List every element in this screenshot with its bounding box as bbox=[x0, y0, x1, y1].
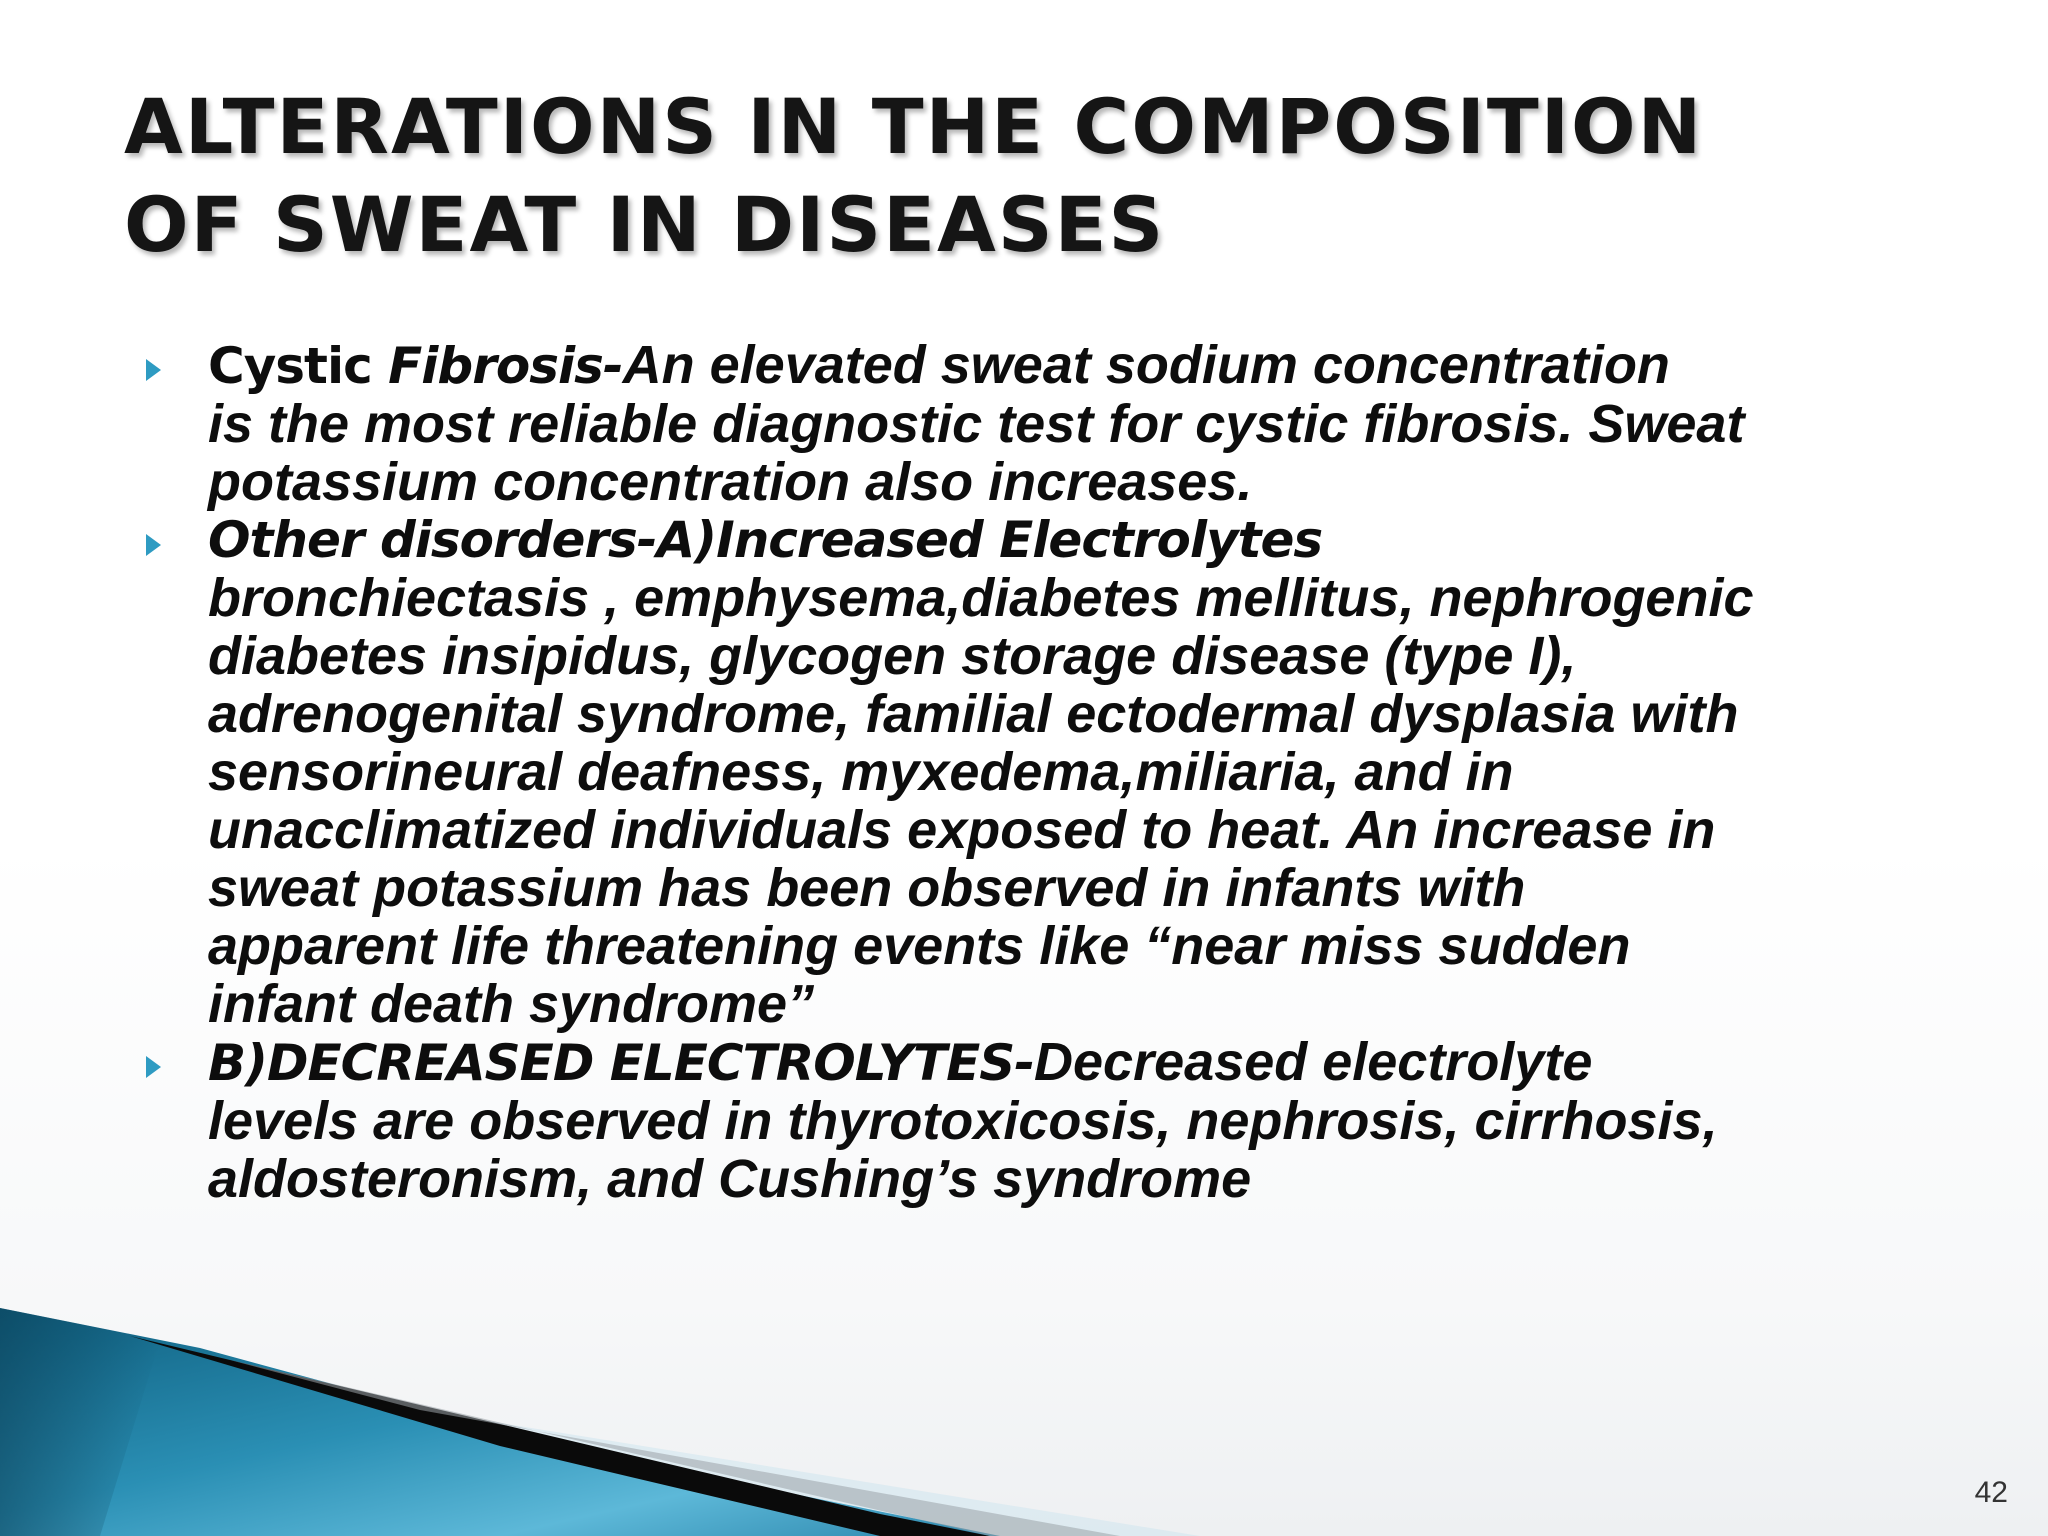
bullet-line: is the most reliable diagnostic test for cystic fibrosis. Sweat bbox=[208, 394, 1745, 454]
bullet-lead: Other disorders-A)Increased Electrolytes bbox=[208, 511, 1323, 569]
bullet-line: levels are observed in thyrotoxicosis, nephrosis, cirrhosis, bbox=[208, 1091, 1718, 1151]
bullet-lead: Cystic bbox=[208, 337, 389, 395]
slide-title bbox=[124, 78, 1944, 274]
bullet-other-disorders bbox=[142, 511, 1942, 1033]
bullet-list bbox=[142, 336, 1942, 1208]
bullet-line: aldosteronism, and Cushing’s syndrome bbox=[208, 1149, 1252, 1209]
bullet-line bbox=[208, 336, 1942, 395]
bullet-line: adrenogenital syndrome, familial ectodermal dysplasia with bbox=[208, 684, 1739, 744]
bullet-line: sweat potassium has been observed in infants with bbox=[208, 858, 1526, 918]
bullet-text bbox=[208, 336, 1942, 511]
bullet-line: unacclimatized individuals exposed to heat. An increase in bbox=[208, 800, 1716, 860]
title-line-2: OF SWEAT IN DISEASES bbox=[124, 180, 1166, 269]
bullet-line: diabetes insipidus, glycogen storage disease (type I), bbox=[208, 626, 1577, 686]
bullet-lead-italic: Fibrosis- bbox=[388, 337, 623, 395]
bullet-line-text: Decreased electrolyte bbox=[1034, 1032, 1593, 1092]
bullet-line: infant death syndrome” bbox=[208, 974, 815, 1034]
bullet-line bbox=[208, 1033, 1942, 1092]
decorative-wave bbox=[0, 1270, 2048, 1536]
bullet-line: apparent life threatening events like “near miss sudden bbox=[208, 916, 1631, 976]
triangle-bullet-icon bbox=[146, 534, 161, 556]
triangle-bullet-icon bbox=[146, 359, 161, 381]
bullet-line: bronchiectasis , emphysema,diabetes mellitus, nephrogenic bbox=[208, 568, 1754, 628]
bullet-cystic-fibrosis bbox=[142, 336, 1942, 511]
bullet-decreased-electrolytes bbox=[142, 1033, 1942, 1208]
bullet-lead: B)DECREASED ELECTROLYTES- bbox=[208, 1034, 1035, 1092]
bullet-text bbox=[208, 1033, 1942, 1208]
bullet-text bbox=[208, 511, 1942, 1033]
bullet-line: potassium concentration also increases. bbox=[208, 452, 1253, 512]
triangle-bullet-icon bbox=[146, 1056, 161, 1078]
bullet-line-text: An elevated sweat sodium concentration bbox=[622, 335, 1670, 395]
bullet-line: sensorineural deafness, myxedema,miliaria, and in bbox=[208, 742, 1514, 802]
page-number: 42 bbox=[1974, 1476, 2008, 1509]
title-line-1: ALTERATIONS IN THE COMPOSITION bbox=[124, 82, 1704, 171]
